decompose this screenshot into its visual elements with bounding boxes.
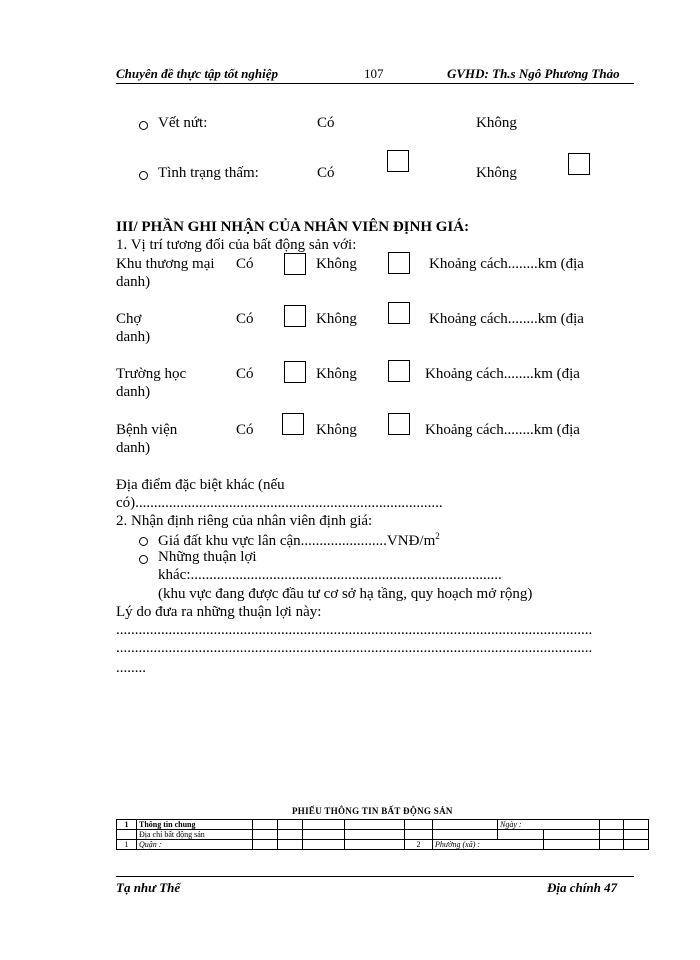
header-page-number: 107 — [364, 66, 384, 81]
seepage-label: Tình trạng thấm: — [158, 165, 259, 181]
place-distance: Khoảng cách........km (địa — [429, 256, 584, 272]
price-line: Giá đất khu vực lân $cận.......................VNĐ/m^2$ — [158, 531, 440, 549]
place-no: Không — [316, 366, 357, 382]
reason-label: Lý do đưa ra những thuận lợi này: — [116, 604, 322, 620]
table-cell: 1 — [117, 820, 137, 830]
footer-rule — [116, 876, 634, 877]
reason-dots-1: ............................................................................................................................... — [116, 622, 593, 638]
place-no-checkbox[interactable] — [388, 302, 410, 324]
table-cell: Thông tin chung — [137, 820, 253, 830]
ward-field[interactable]: Phường (xã) : — [433, 840, 544, 850]
advantages-label: Những thuận lợi — [158, 549, 257, 565]
place-yes: Có — [236, 366, 254, 382]
seepage-yes-checkbox[interactable] — [387, 150, 409, 172]
place-yes: Có — [236, 422, 254, 438]
place-no-checkbox[interactable] — [388, 413, 410, 435]
table-cell: 2 — [405, 840, 433, 850]
table-cell: 1 — [117, 840, 137, 850]
place-no: Không — [316, 311, 357, 327]
district-field[interactable]: Quận : — [137, 840, 253, 850]
place-no: Không — [316, 256, 357, 272]
place-distance: Khoảng cách........km (địa — [425, 422, 580, 438]
place-distance-cont: danh) — [116, 329, 151, 345]
date-field[interactable]: Ngày : — [498, 820, 600, 830]
place-name: Bệnh viện — [116, 422, 178, 438]
advantages-note: (khu vực đang được đầu tư cơ sở hạ tầng, quy hoạch mở rộng) — [158, 586, 533, 602]
place-yes-checkbox[interactable] — [284, 305, 306, 327]
place-yes-checkbox[interactable] — [282, 413, 304, 435]
crack-label: Vết nứt: — [158, 115, 208, 131]
bullet-icon — [139, 171, 148, 180]
place-distance: Khoảng cách........km (địa — [429, 311, 584, 327]
item-2: 2. Nhận định riêng của nhân viên định giá: — [116, 513, 373, 529]
special-place-label: Địa điểm đặc biệt khác (nếu — [116, 477, 285, 493]
bullet-icon — [139, 555, 148, 564]
place-distance-cont: danh) — [116, 440, 151, 456]
header-left: Chuyên đề thực tập tốt nghiệp — [116, 66, 278, 81]
seepage-no-checkbox[interactable] — [568, 153, 590, 175]
place-no-checkbox[interactable] — [388, 252, 410, 274]
place-no-checkbox[interactable] — [388, 360, 410, 382]
section-heading: III/ PHẦN GHI NHẬN CỦA NHÂN VIÊN ĐỊNH GIÁ: — [116, 219, 470, 235]
crack-yes: Có — [317, 115, 335, 131]
place-yes: Có — [236, 256, 254, 272]
place-name: Khu thương mại — [116, 256, 215, 272]
special-place-dots: có).................................................................................. — [116, 495, 443, 511]
seepage-no: Không — [476, 165, 517, 181]
footer-left: Tạ như Thế — [116, 880, 181, 895]
table-row — [117, 820, 649, 830]
header-rule — [116, 83, 634, 84]
table-cell: Địa chỉ bất động sản — [137, 830, 253, 840]
place-distance: Khoảng cách........km (địa — [425, 366, 580, 382]
bullet-icon — [139, 537, 148, 546]
place-yes-checkbox[interactable] — [284, 253, 306, 275]
place-yes: Có — [236, 311, 254, 327]
footer-right: Địa chính 47 — [547, 880, 618, 895]
place-name: Trường học — [116, 366, 187, 382]
place-no: Không — [316, 422, 357, 438]
seepage-yes: Có — [317, 165, 335, 181]
place-distance-cont: danh) — [116, 384, 151, 400]
form-title: PHIẾU THÔNG TIN BẤT ĐỘNG SẢN — [292, 806, 453, 816]
table-row — [117, 830, 649, 840]
reason-dots-2: ............................................................................................................................... — [116, 640, 593, 656]
reason-dots-3: ........ — [116, 660, 146, 676]
place-name: Chợ — [116, 311, 142, 327]
advantages-dots: khác:................................................................................... — [158, 567, 502, 583]
property-info-table — [116, 819, 649, 850]
header-right: GVHD: Th.s Ngô Phương Thảo — [447, 66, 620, 81]
place-yes-checkbox[interactable] — [284, 361, 306, 383]
crack-no: Không — [476, 115, 517, 131]
bullet-icon — [139, 121, 148, 130]
place-distance-cont: danh) — [116, 274, 151, 290]
table-row — [117, 840, 649, 850]
item-1: 1. Vị trí tương đối của bất động sản với: — [116, 237, 357, 253]
